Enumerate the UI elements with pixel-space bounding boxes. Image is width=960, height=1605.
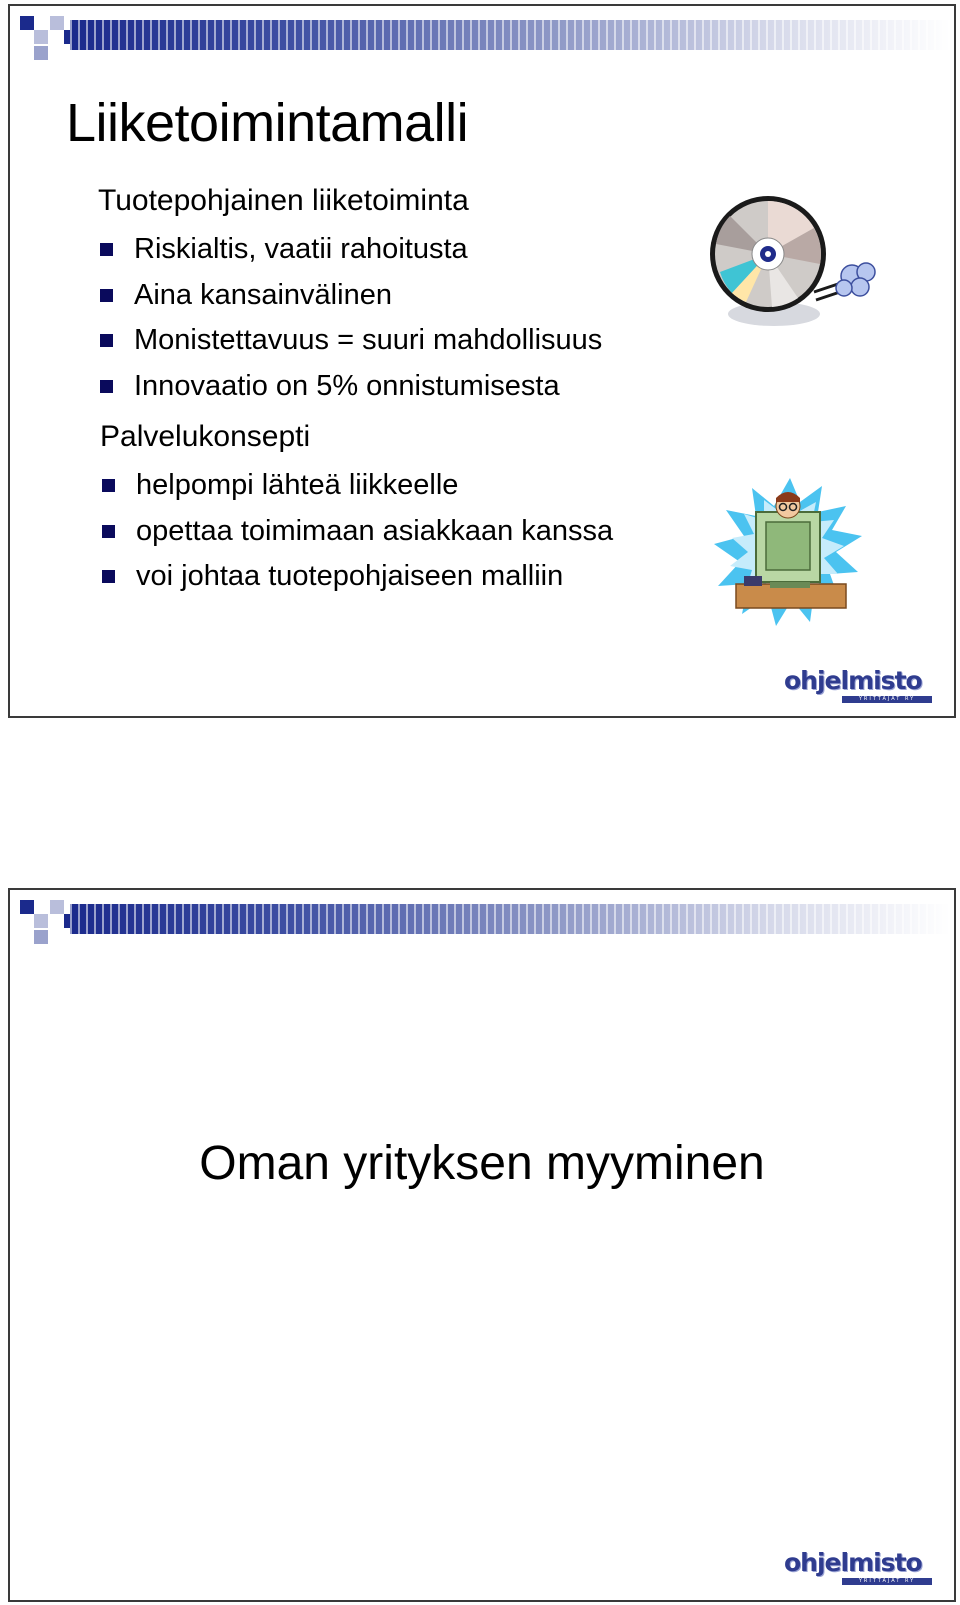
bullet-marker — [102, 570, 115, 583]
section-heading-service: Palvelukonsepti — [100, 420, 311, 453]
company-logo — [784, 666, 944, 706]
slide-header-decoration — [10, 6, 954, 76]
list-item: Riskialtis, vaatii rahoitusta — [98, 230, 602, 276]
header-square — [34, 914, 48, 928]
bullet-marker — [102, 479, 115, 492]
person-at-computer-icon — [710, 476, 870, 636]
header-square — [50, 16, 64, 30]
bullet-marker — [100, 380, 113, 393]
list-item: voi johtaa tuotepohjaiseen malliin — [100, 557, 613, 603]
slide-2 — [8, 888, 956, 1602]
cd-disc-icon — [702, 192, 882, 342]
header-square — [34, 930, 48, 944]
list-item: helpompi lähteä liikkeelle — [100, 466, 613, 512]
slide-1 — [8, 4, 956, 718]
list-item: Aina kansainvälinen — [98, 276, 602, 322]
logo-wordmark: ohjelmisto — [784, 666, 922, 695]
logo-wordmark: ohjelmisto — [784, 1548, 922, 1577]
header-square — [50, 900, 64, 914]
company-logo — [784, 1548, 944, 1588]
bullet-marker — [100, 289, 113, 302]
header-square — [34, 46, 48, 60]
slide-title: Liiketoimintamalli — [66, 93, 469, 153]
list-item: opettaa toimimaan asiakkaan kanssa — [100, 512, 613, 558]
slide-header-decoration — [10, 890, 954, 960]
logo-subtitle: YRITTÄJÄT RY — [842, 696, 932, 703]
header-square — [20, 16, 34, 30]
header-square — [34, 30, 48, 44]
slide-title: Oman yrityksen myyminen — [199, 1137, 765, 1190]
bullet-marker — [100, 243, 113, 256]
bullet-list-service — [100, 466, 613, 603]
bullet-marker — [100, 334, 113, 347]
header-gradient-bar — [70, 20, 950, 50]
list-item: Innovaatio on 5% onnistumisesta — [98, 367, 602, 413]
list-item: Monistettavuus = suuri mahdollisuus — [98, 321, 602, 367]
bullet-list-product — [98, 230, 602, 412]
header-gradient-bar — [70, 904, 950, 934]
header-square — [20, 900, 34, 914]
logo-subtitle: YRITTÄJÄT RY — [842, 1578, 932, 1585]
section-heading-product: Tuotepohjainen liiketoiminta — [98, 184, 469, 217]
bullet-marker — [102, 525, 115, 538]
